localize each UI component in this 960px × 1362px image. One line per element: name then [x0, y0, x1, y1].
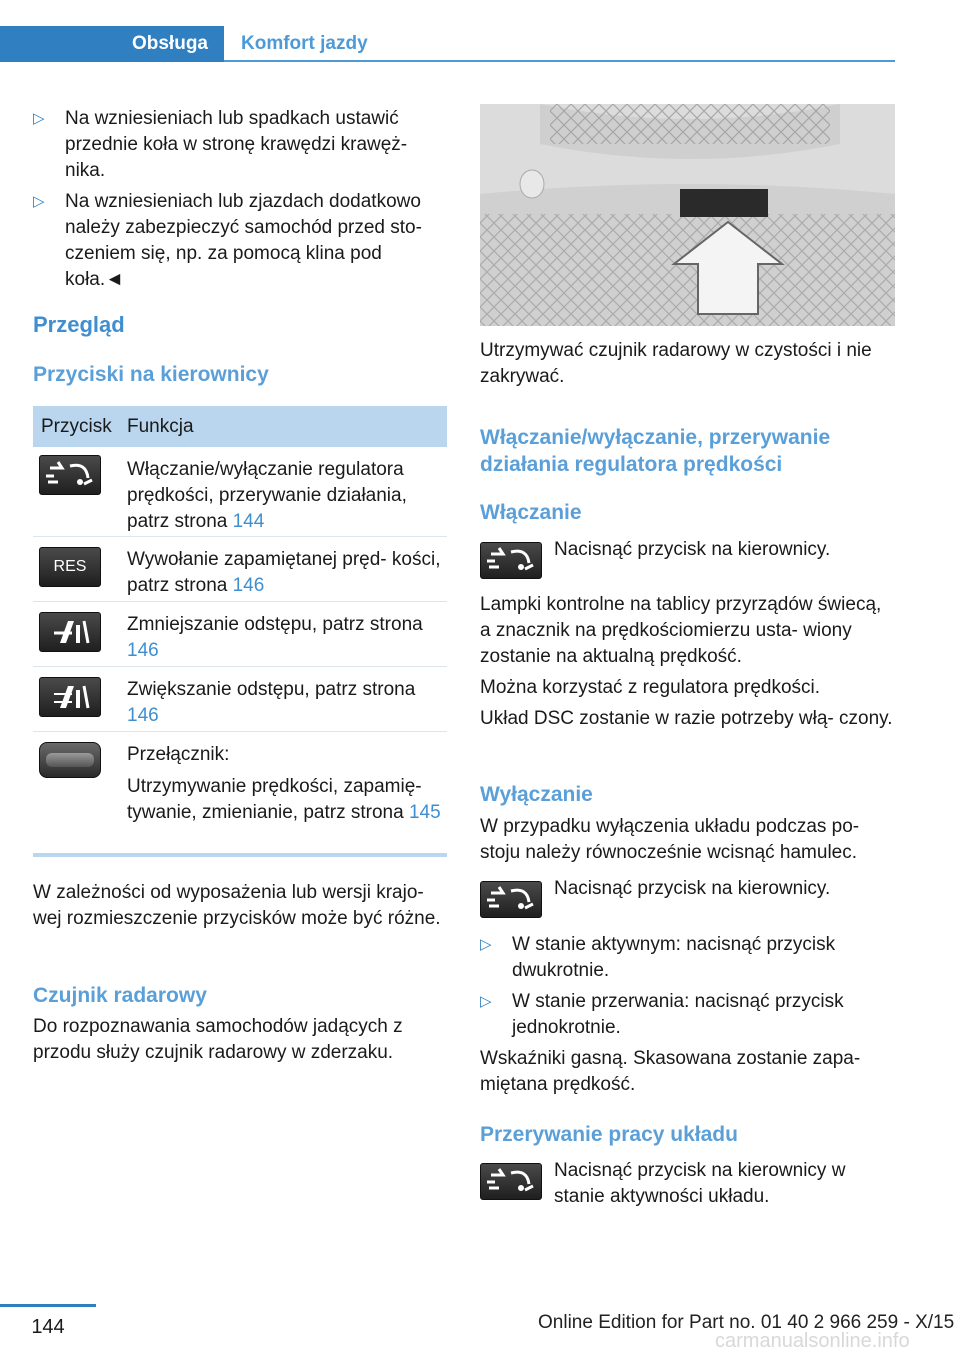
- col-header-button: Przycisk: [41, 416, 112, 437]
- row-text: Wywołanie zapamiętanej pręd‐ kości, patrz strona 146: [127, 549, 441, 596]
- radar-sensor-photo: [480, 104, 895, 326]
- list-item: [480, 932, 895, 986]
- cruise-control-icon: [480, 881, 542, 918]
- cruise-control-icon: [39, 455, 101, 495]
- on-press-text: Nacisnąć przycisk na kierownicy.: [554, 539, 831, 560]
- tab-obsluga[interactable]: Obsługa: [0, 26, 224, 62]
- table-header: [33, 406, 447, 447]
- row-text: Zmniejszanie odstępu, patrz strona 146: [127, 614, 423, 661]
- bullet-triangle-icon: ▷: [33, 193, 45, 210]
- chapter-header: [0, 26, 895, 62]
- heading-switch: Włączanie/wyłączanie, przerywanie działania regulatora prędkości: [480, 426, 831, 476]
- interrupt-press-text: Nacisnąć przycisk na kierownicy w stanie aktywności układu.: [554, 1160, 846, 1207]
- on-text-3: Układ DSC zostanie w razie potrzeby włą‐ czony.: [480, 708, 893, 729]
- bullet-triangle-icon: ▷: [480, 993, 492, 1010]
- page-link[interactable]: 146: [127, 705, 159, 726]
- cruise-control-icon: [480, 1163, 542, 1200]
- page-link[interactable]: 146: [127, 640, 159, 661]
- rocker-switch-icon: [39, 742, 101, 778]
- list-item: [33, 106, 447, 186]
- heading-off: Wyłączanie: [480, 783, 593, 806]
- edition-text: Online Edition for Part no. 01 40 2 966 259 - X/15: [538, 1312, 955, 1333]
- table-row: [33, 732, 447, 850]
- distance-decrease-icon: [39, 612, 101, 652]
- header-rule: [224, 60, 895, 62]
- heading-overview: Przegląd: [33, 312, 125, 337]
- table-row: [33, 602, 447, 667]
- tab-komfort-jazdy[interactable]: Komfort jazdy: [241, 33, 368, 54]
- heading-radar: Czujnik radarowy: [33, 984, 207, 1007]
- bullet-text: Na wzniesieniach lub zjazdach dodatkowo należy zabezpieczyć samochód przed sto‐ czeniem się, np. za pomocą klina pod koła.◄: [65, 191, 422, 290]
- bullet-text: Na wzniesieniach lub spadkach ustawić przednie koła w stronę krawędzi krawęż‐ nika.: [65, 108, 408, 181]
- list-item: [480, 989, 895, 1043]
- res-icon: RES: [39, 547, 101, 587]
- heading-on: Włączanie: [480, 501, 582, 524]
- distance-increase-icon: [39, 677, 101, 717]
- table-row: [33, 667, 447, 732]
- list-item: [33, 189, 447, 295]
- off-text: W przypadku wyłączenia układu podczas po‐ stoju należy równocześnie wcisnąć hamulec.: [480, 816, 860, 863]
- on-text-1: Lampki kontrolne na tablicy przyrządów świecą, a znacznik na prędkościomierzu usta‐ wiony zostanie na aktualną prędkość.: [480, 594, 882, 667]
- on-text-2: Można korzystać z regulatora prędkości.: [480, 677, 821, 698]
- table-row: [33, 447, 447, 537]
- watermark: carmanualsonline.info: [715, 1330, 910, 1352]
- photo-caption: Utrzymywać czujnik radarowy w czystości i nie zakrywać.: [480, 340, 872, 387]
- radar-text: Do rozpoznawania samochodów jadących z przodu służy czujnik radarowy w zderzaku.: [33, 1016, 403, 1063]
- cruise-control-icon: [480, 542, 542, 579]
- page-link[interactable]: 145: [408, 802, 441, 823]
- table-end-rule: [33, 853, 447, 857]
- col-header-function: Funkcja: [127, 416, 194, 437]
- heading-steering-buttons: Przyciski na kierownicy: [33, 363, 269, 386]
- off-press-text: Nacisnąć przycisk na kierownicy.: [554, 878, 831, 899]
- page-link[interactable]: 144: [232, 511, 265, 532]
- bullet-triangle-icon: ▷: [480, 936, 492, 953]
- row-text: Zwiększanie odstępu, patrz strona 146: [127, 679, 416, 726]
- row-text: Przełącznik: Utrzymywanie prędkości, zapamię‐ tywanie, zmienianie, patrz strona 145: [127, 744, 441, 823]
- bullet-text: W stanie aktywnym: nacisnąć przycisk dwukrotnie.: [512, 934, 836, 981]
- page-link[interactable]: 146: [232, 575, 265, 596]
- table-row: [33, 537, 447, 602]
- footer-rule: [0, 1304, 96, 1307]
- variant-note: W zależności od wyposażenia lub wersji krajo‐ wej rozmieszczenie przycisków może być różne.: [33, 882, 441, 929]
- off-text-2: Wskaźniki gasną. Skasowana zostanie zapa‐ miętana prędkość.: [480, 1048, 861, 1095]
- heading-interrupt: Przerywanie pracy układu: [480, 1123, 738, 1146]
- row-text: Włączanie/wyłączanie regulatora prędkości, przerywanie działania, patrz strona 144: [127, 459, 407, 532]
- page-number: 144: [31, 1316, 65, 1338]
- bullet-text: W stanie przerwania: nacisnąć przycisk jednokrotnie.: [512, 991, 844, 1038]
- bullet-triangle-icon: ▷: [33, 110, 45, 127]
